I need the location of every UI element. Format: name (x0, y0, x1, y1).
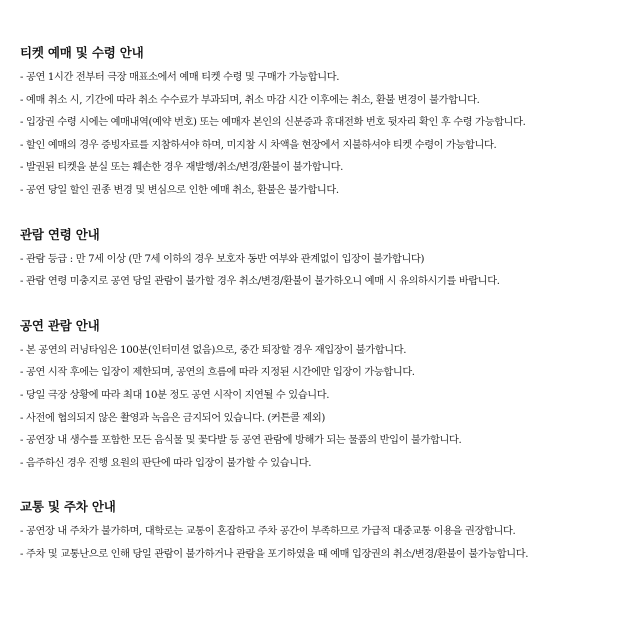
list-item: - 공연 당일 할인 권종 변경 및 변심으로 인한 예매 취소, 환불은 불가합니다. (20, 184, 339, 196)
list-item: - 공연 시작 후에는 입장이 제한되며, 공연의 흐름에 따라 지정된 시간에만 입장이 가능합니다. (20, 367, 415, 379)
section-title: 관람 연령 안내 (20, 226, 100, 242)
list-item: - 관람 연령 미충지로 공연 당일 관람이 불가할 경우 취소/변경/환불이 불가하오니 예매 시 유의하시기를 바랍니다. (20, 276, 500, 288)
notice-list (20, 521, 620, 566)
list-item: - 공연장 내 생수를 포함한 모든 음식물 및 꽃다발 등 공연 관람에 방해가 되는 물품의 반입이 불가합니다. (20, 435, 462, 447)
list-item: - 당일 극장 상황에 따라 최대 10분 정도 공연 시작이 지연될 수 있습니다. (20, 389, 330, 401)
list-item: - 할인 예매의 경우 증빙자료를 지참하셔야 하며, 미지참 시 차액을 현장에서 지불하셔야 티켓 수령이 가능합니다. (20, 139, 497, 151)
notice-list (20, 67, 620, 203)
list-item: - 공연 1시간 전부터 극장 매표소에서 예매 티켓 수령 및 구매가 가능합니다. (20, 72, 340, 83)
notice-list (20, 340, 620, 476)
list-item: - 예매 취소 시, 기간에 따라 취소 수수료가 부과되며, 취소 마감 시간 이후에는 취소, 환불 변경이 불가합니다. (20, 94, 480, 106)
list-item: - 공연장 내 주차가 불가하며, 대학로는 교통이 혼잡하고 주차 공간이 부족하므로 가급적 대중교통 이용을 권장합니다. (20, 526, 516, 538)
section-ticket-booking (20, 44, 620, 203)
list-item: - 주차 및 교통난으로 인해 당일 관람이 불가하거나 관람을 포기하였을 때 예매 입장권의 취소/변경/환불이 불가능합니다. (20, 548, 529, 560)
list-item: - 발권된 티켓을 분실 또는 훼손한 경우 재발행/취소/변경/환불이 불가합니다. (20, 162, 344, 174)
list-item: - 본 공연의 러닝타임은 100분(인터미션 없음)으로, 중간 퇴장할 경우 재입장이 불가합니다. (20, 344, 407, 356)
list-item: - 관람 등급 : 만 7세 이상 (만 7세 이하의 경우 보호자 동반 여부와 관계없이 입장이 불가합니다) (20, 253, 425, 265)
list-item: - 입장권 수령 시에는 예매내역(예약 번호) 또는 예매자 본인의 신분증과 휴대전화 번호 뒷자리 확인 후 수령 가능합니다. (20, 117, 526, 129)
list-item: - 음주하신 경우 진행 요원의 판단에 따라 입장이 불가할 수 있습니다. (20, 457, 312, 469)
notice-document (20, 44, 620, 567)
section-title: 공연 관람 안내 (20, 317, 100, 333)
section-viewing-guide (20, 317, 620, 476)
section-transport-parking (20, 498, 620, 566)
section-age-rating (20, 226, 620, 294)
section-title: 티켓 예매 및 수령 안내 (20, 45, 144, 60)
notice-list (20, 249, 620, 294)
section-title: 교통 및 주차 안내 (20, 499, 116, 515)
list-item: - 사전에 협의되지 않은 촬영과 녹음은 금지되어 있습니다. (커튼콜 제외) (20, 412, 325, 424)
